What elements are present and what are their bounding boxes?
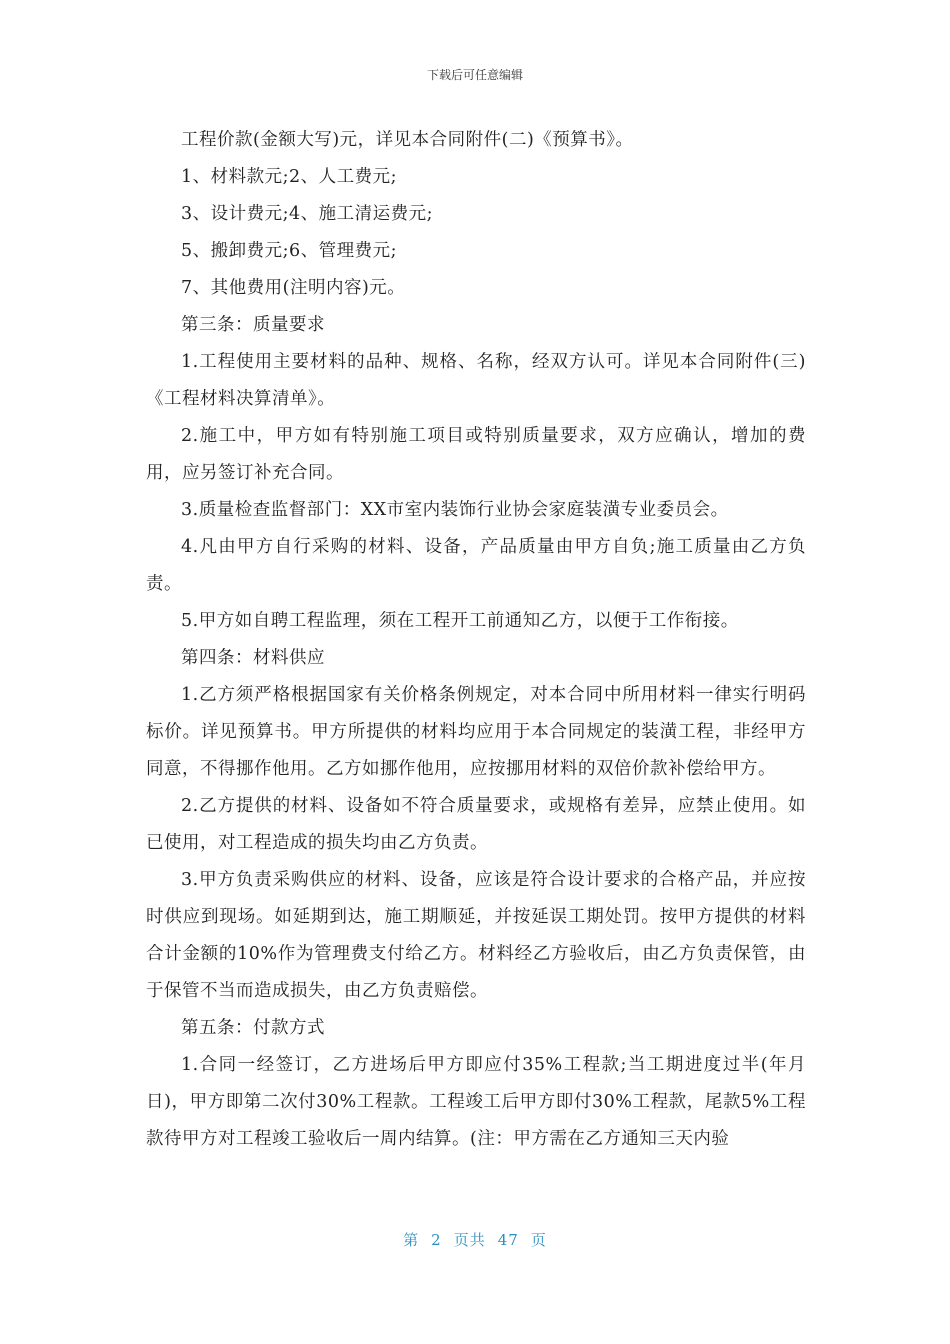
paragraph: 7、其他费用(注明内容)元。 [181,278,406,298]
page-header: 下载后可任意编辑 [426,68,523,82]
section-heading: 第三条：质量要求 [181,315,325,335]
document-body [146,122,806,1158]
paragraph: 5、搬卸费元;6、管理费元; [181,241,398,261]
paragraph: 3、设计费元;4、施工清运费元; [181,204,434,224]
paragraph: 2.施工中，甲方如有特别施工项目或特别质量要求，双方应确认，增加的费用，应另签订补充合同。 [146,426,806,483]
paragraph: 2.乙方提供的材料、设备如不符合质量要求，或规格有差异，应禁止使用。如已使用，对工程造成的损失均由乙方负责。 [146,796,806,853]
footer-prefix: 第 [403,1231,420,1249]
paragraph: 3.甲方负责采购供应的材料、设备，应该是符合设计要求的合格产品，并应按时供应到现场。如延期到达，施工期顺延，并按延误工期处罚。按甲方提供的材料合计金额的10%作为管理费支付给乙方。材料经乙方验收后，由乙方负责保管，由于保管不当而造成损失，由乙方负责赔偿。 [146,870,806,1001]
paragraph: 3.质量检查监督部门：XX市室内装饰行业协会家庭装潢专业委员会。 [181,500,729,520]
page-footer [0,1229,950,1250]
footer-middle: 页共 [453,1231,486,1249]
paragraph: 4.凡由甲方自行采购的材料、设备，产品质量由甲方自负;施工质量由乙方负责。 [146,537,806,594]
paragraph: 工程价款(金额大写)元，详见本合同附件(二)《预算书》。 [181,130,634,150]
paragraph: 1、材料款元;2、人工费元; [181,167,398,187]
section-heading: 第五条：付款方式 [181,1018,325,1038]
paragraph: 1.工程使用主要材料的品种、规格、名称，经双方认可。详见本合同附件(三)《工程材料决算清单》。 [146,352,806,409]
paragraph: 1.合同一经签订，乙方进场后甲方即应付35%工程款;当工期进度过半(年月日)，甲方即第二次付30%工程款。工程竣工后甲方即付30%工程款，尾款5%工程款待甲方对工程竣工验收后一周内结算。(注：甲方需在乙方通知三天内验 [146,1055,806,1149]
page-number: 2 [431,1231,442,1249]
paragraph: 1.乙方须严格根据国家有关价格条例规定，对本合同中所用材料一律实行明码标价。详见预算书。甲方所提供的材料均应用于本合同规定的装潢工程，非经甲方同意，不得挪作他用。乙方如挪作他用，应按挪用材料的双倍价款补偿给甲方。 [146,685,806,779]
footer-suffix: 页 [530,1231,547,1249]
page-total: 47 [497,1231,519,1249]
section-heading: 第四条：材料供应 [181,648,325,668]
paragraph: 5.甲方如自聘工程监理，须在工程开工前通知乙方，以便于工作衔接。 [181,611,739,631]
